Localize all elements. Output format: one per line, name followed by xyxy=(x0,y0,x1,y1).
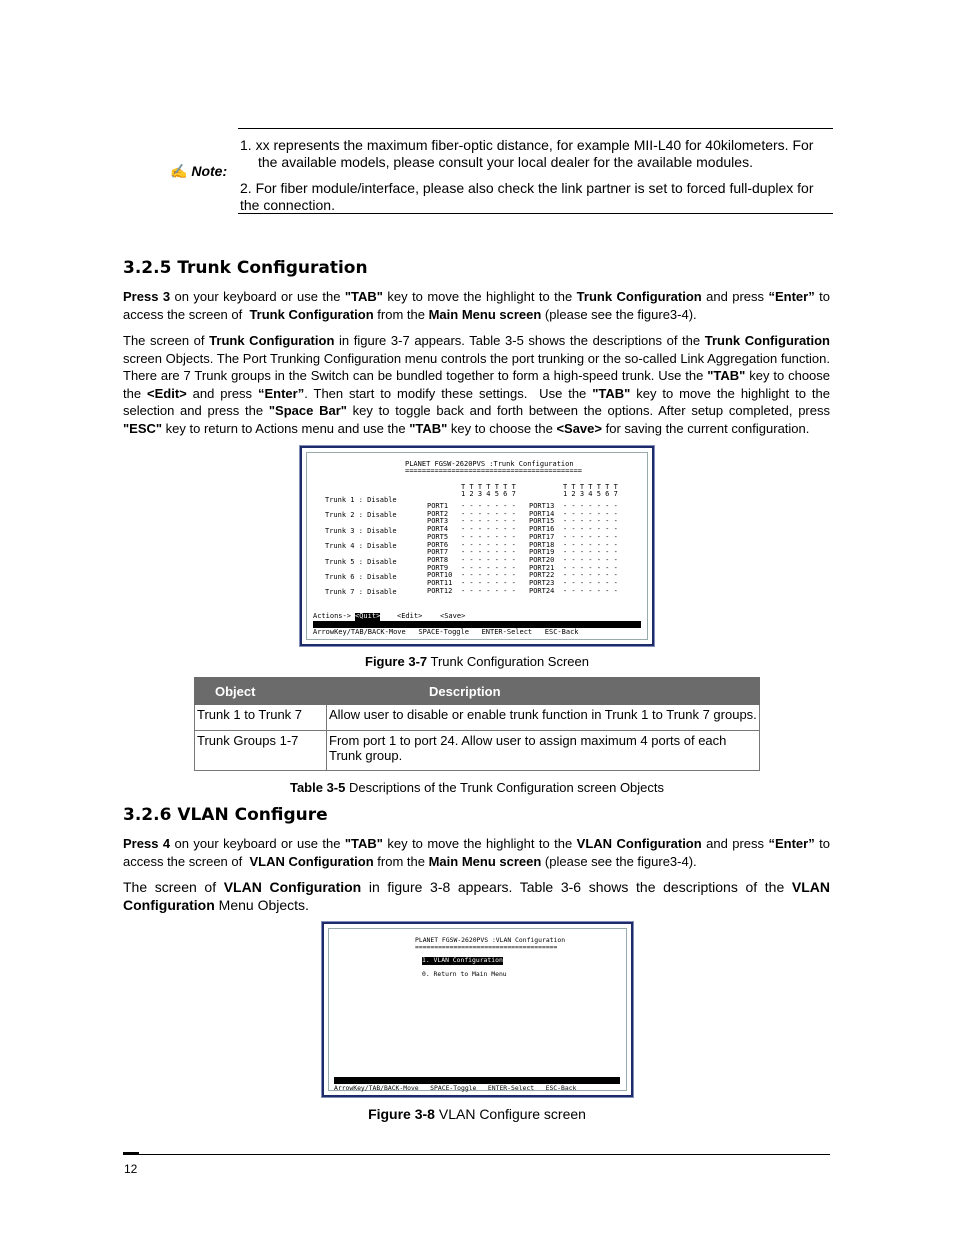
port-trunk-toggles[interactable]: - - - - - - - xyxy=(461,517,516,526)
trunk-col-nums-right: 1 2 3 4 5 6 7 xyxy=(563,490,618,498)
port-trunk-toggles[interactable]: - - - - - - - xyxy=(461,579,516,587)
port-label: PORT1 xyxy=(427,502,449,510)
port-trunk-toggles[interactable]: - - - - - - - xyxy=(461,540,516,549)
port-label: PORT9 xyxy=(427,563,449,572)
pencil-icon: ✍ xyxy=(170,163,188,179)
vlan-screen-title: PLANET FGSW-2620PVS :VLAN Configuration xyxy=(415,936,566,944)
vlan-configuration-menu-item[interactable]: 1. VLAN Configuration xyxy=(422,956,503,964)
port-label: PORT22 xyxy=(529,571,555,580)
header-description: Description xyxy=(327,678,760,705)
port-label: PORT15 xyxy=(529,517,555,526)
port-trunk-toggles[interactable]: - - - - - - - xyxy=(563,555,618,564)
port-trunk-toggles[interactable]: - - - - - - - xyxy=(461,563,516,572)
port-label: PORT17 xyxy=(529,532,555,541)
trunk-row[interactable]: Trunk 7 : Disable xyxy=(325,588,397,597)
trunk-row[interactable]: Trunk 3 : Disable xyxy=(325,526,397,535)
vlan-help-line: ArrowKey/TAB/BACK-Move SPACE-Toggle ENTER-Select ESC-Back xyxy=(334,1084,577,1092)
vlan-terminal-display xyxy=(328,928,627,1091)
port-trunk-toggles[interactable]: - - - - - - - xyxy=(563,525,618,534)
port-trunk-toggles[interactable]: - - - - - - - xyxy=(563,548,618,557)
table-cell-object: Trunk 1 to Trunk 7 xyxy=(195,705,327,731)
port-label: PORT21 xyxy=(529,563,555,572)
port-label: PORT8 xyxy=(427,555,449,564)
vlan-status-bar xyxy=(334,1077,620,1084)
port-label: PORT12 xyxy=(427,586,453,595)
trunk-description-paragraph: The screen of Trunk Configuration in figure 3-7 appears. Table 3-5 shows the descriptions of the Trunk Configuration screen Objects. The Port Trunking Configuration menu controls the port trunking or the so-called Link Aggregation function. There are 7 Trunk groups in the Switch can be bundled together to form a high-speed trunk. Use the "TAB" key to choose the <Edit> and press “Enter”. Then start to modify these settings. Use the "TAB" key to move the highlight to the selection and press the "Space Bar" key to toggle back and forth between the options. After setup completed, press "ESC" key to return to Actions menu and use the "TAB" key to choose the <Save> for saving the current configuration. xyxy=(123,333,831,436)
footer-rule xyxy=(123,1154,830,1155)
note-item-2: 2. For fiber module/interface, please also check the link partner is set to forced full-duplex for the connection. xyxy=(240,180,814,213)
port-label: PORT4 xyxy=(427,525,449,534)
trunk-col-nums-left: 1 2 3 4 5 6 7 xyxy=(461,490,516,498)
port-label: PORT6 xyxy=(427,540,449,549)
table-row xyxy=(195,705,760,731)
port-trunk-toggles[interactable]: - - - - - - - xyxy=(563,586,618,595)
header-object: Object xyxy=(195,678,327,705)
figure-3-7-caption: Figure 3-7 Trunk Configuration Screen xyxy=(365,654,589,669)
section-heading-trunk: 3.2.5 Trunk Configuration xyxy=(123,258,368,278)
table-cell-description: Allow user to disable or enable trunk function in Trunk 1 to Trunk 7 groups. xyxy=(327,705,760,731)
trunk-row[interactable]: Trunk 5 : Disable xyxy=(325,557,397,566)
port-label: PORT5 xyxy=(427,532,449,541)
port-trunk-toggles[interactable]: - - - - - - - xyxy=(563,579,618,587)
trunk-row[interactable]: Trunk 4 : Disable xyxy=(325,542,397,551)
trunk-screen-underline: ========================================== xyxy=(405,467,583,475)
note-label: ✍ Note: xyxy=(170,163,228,179)
page-number: 12 xyxy=(124,1162,138,1176)
vlan-intro-paragraph: Press 4 on your keyboard or use the "TAB" key to move the highlight to the VLAN Configuration and press “Enter” to access the screen of VLAN Configuration from the Main Menu screen (please see the figure3-4). xyxy=(123,836,830,869)
port-trunk-toggles[interactable]: - - - - - - - xyxy=(563,502,618,510)
port-trunk-toggles[interactable]: - - - - - - - xyxy=(461,532,516,541)
table-row xyxy=(195,731,760,771)
note-item-1: 1. xx represents the maximum fiber-optic distance, for example MII-L40 for 40kilometers. For the available models, please consult your local dealer for the available modules. xyxy=(240,137,814,170)
trunk-row[interactable]: Trunk 6 : Disable xyxy=(325,573,397,581)
port-label: PORT16 xyxy=(529,525,555,534)
trunk-row[interactable]: Trunk 2 : Disable xyxy=(325,511,397,520)
port-label: PORT18 xyxy=(529,540,555,549)
trunk-config-screenshot xyxy=(300,446,654,646)
port-trunk-toggles[interactable]: - - - - - - - xyxy=(461,509,516,518)
edit-action[interactable]: <Edit> xyxy=(397,612,423,620)
vlan-screen-underline: ===================================== xyxy=(415,943,558,951)
port-trunk-toggles[interactable]: - - - - - - - xyxy=(461,502,516,510)
port-trunk-toggles[interactable]: - - - - - - - xyxy=(461,548,516,557)
port-label: PORT13 xyxy=(529,502,555,510)
vlan-config-screenshot xyxy=(322,922,633,1097)
vlan-description-paragraph: The screen of VLAN Configuration in figure 3-8 appears. Table 3-6 shows the descriptions of the VLAN Configuration Menu Objects. xyxy=(123,879,830,913)
figure-3-8-caption: Figure 3-8 VLAN Configure screen xyxy=(368,1106,586,1122)
port-label: PORT2 xyxy=(427,509,449,518)
trunk-objects-table xyxy=(194,677,760,771)
table-cell-object: Trunk Groups 1-7 xyxy=(195,731,327,771)
quit-action[interactable]: <Quit> xyxy=(355,612,381,620)
port-label: PORT23 xyxy=(529,579,555,587)
port-label: PORT11 xyxy=(427,579,453,587)
port-trunk-toggles[interactable]: - - - - - - - xyxy=(461,571,516,580)
port-label: PORT10 xyxy=(427,571,453,580)
trunk-terminal-display xyxy=(306,452,648,640)
port-trunk-toggles[interactable]: - - - - - - - xyxy=(563,571,618,580)
port-label: PORT24 xyxy=(529,586,555,595)
table-3-5-caption: Table 3-5 Descriptions of the Trunk Configuration screen Objects xyxy=(289,780,665,795)
port-label: PORT14 xyxy=(529,509,555,518)
note-top-rule xyxy=(238,128,833,129)
table-header-row xyxy=(195,678,760,705)
save-action[interactable]: <Save> xyxy=(440,612,466,620)
port-trunk-toggles[interactable]: - - - - - - - xyxy=(563,540,618,549)
status-bar xyxy=(313,621,641,628)
port-label: PORT20 xyxy=(529,555,555,564)
trunk-col-header-right: T T T T T T T xyxy=(563,483,618,491)
return-main-menu-item[interactable]: 0. Return to Main Menu xyxy=(422,970,507,978)
trunk-col-header-left: T T T T T T T xyxy=(461,483,516,491)
trunk-row[interactable]: Trunk 1 : Disable xyxy=(325,496,397,504)
port-trunk-toggles[interactable]: - - - - - - - xyxy=(461,555,516,564)
port-label: PORT7 xyxy=(427,548,449,557)
port-trunk-toggles[interactable]: - - - - - - - xyxy=(461,586,516,595)
trunk-intro-paragraph: Press 3 on your keyboard or use the "TAB" key to move the highlight to the Trunk Configuration and press “Enter” to access the screen of Trunk Configuration from the Main Menu screen (please see the figure3-4). xyxy=(123,289,830,322)
port-label: PORT3 xyxy=(427,517,449,526)
trunk-screen-title: PLANET FGSW-2620PVS :Trunk Configuration xyxy=(405,460,574,468)
table-cell-description: From port 1 to port 24. Allow user to assign maximum 4 ports of each Trunk group. xyxy=(327,731,760,771)
port-trunk-toggles[interactable]: - - - - - - - xyxy=(563,563,618,572)
port-trunk-toggles[interactable]: - - - - - - - xyxy=(563,509,618,518)
port-trunk-toggles[interactable]: - - - - - - - xyxy=(563,532,618,541)
port-label: PORT19 xyxy=(529,548,555,557)
trunk-help-line: ArrowKey/TAB/BACK-Move SPACE-Toggle ENTER-Select ESC-Back xyxy=(313,628,579,636)
section-heading-vlan: 3.2.6 VLAN Configure xyxy=(123,805,328,825)
port-trunk-toggles[interactable]: - - - - - - - xyxy=(461,525,516,534)
port-trunk-toggles[interactable]: - - - - - - - xyxy=(563,517,618,526)
note-bottom-rule xyxy=(238,213,833,214)
actions-label: Actions-> xyxy=(313,612,351,620)
